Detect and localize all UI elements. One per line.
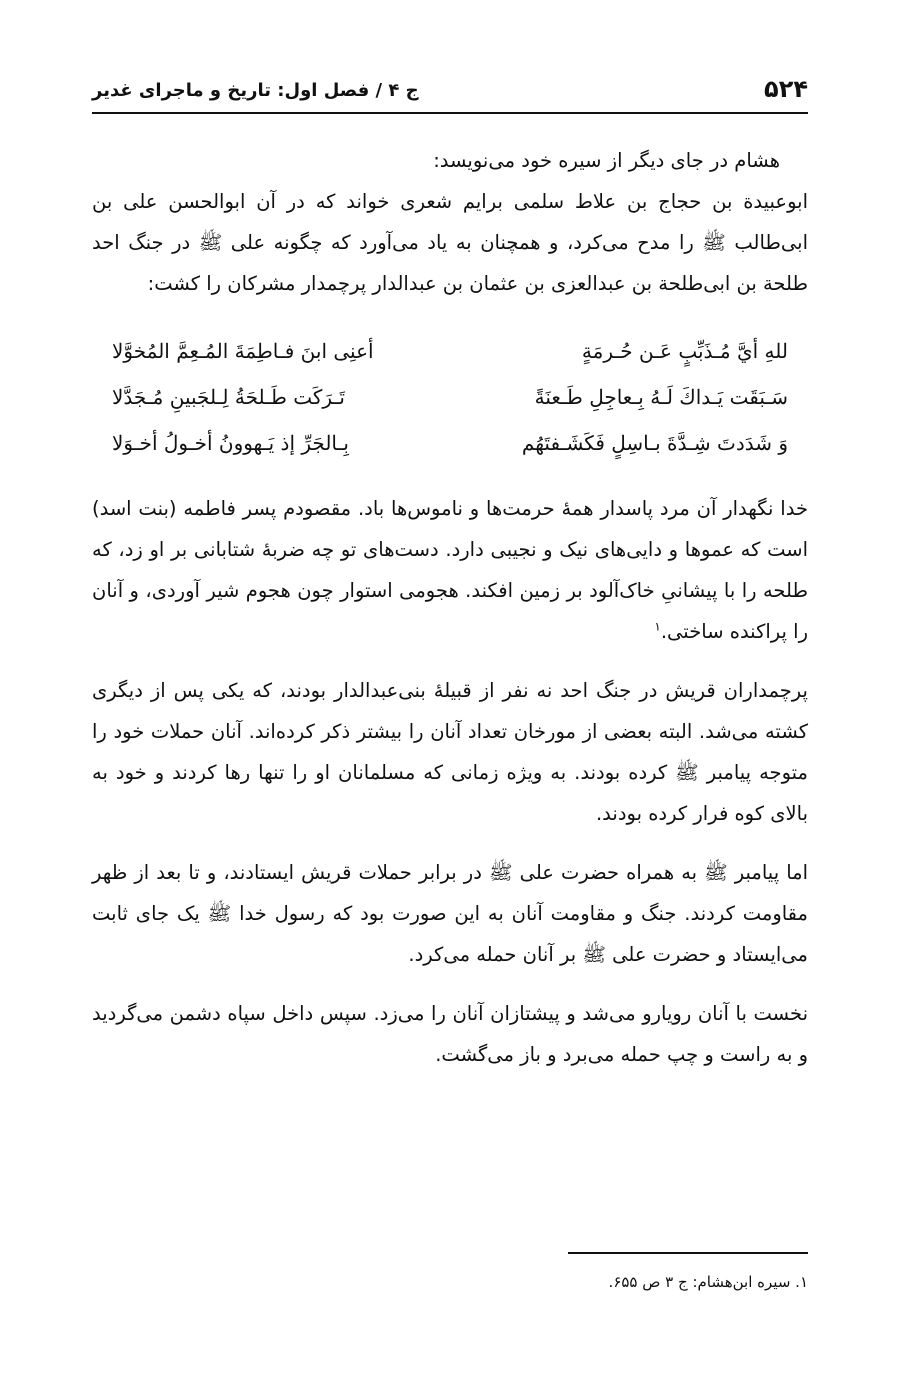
poem-hemistich-second: أعنِی ابنَ فـاطِمَةَ المُـعِمَّ المُخوَّلا [112, 339, 374, 363]
poem-hemistich-first: سَـبَقَت يَـداكَ لَـهُ بِـعاجِلِ طَـعنَةً [534, 385, 788, 409]
poem-verse [112, 420, 788, 466]
footnote-divider [568, 1252, 808, 1254]
poem-verse [112, 328, 788, 374]
paragraph-narration: ابوعبیدة بن حجاج بن علاط سلمی برایم شعری خواند که در آن ابوالحسن علی بن ابی‌طالب ﷺ را مدح می‌کرد، و همچنان به یاد می‌آورد که چگونه علی ﷺ در جنگ احد طلحة بن ابی‌طلحة بن عبدالعزی بن عثمان بن عبدالدار پرچمدار مشرکان را کشت: [92, 190, 808, 295]
poem-hemistich-second: بِـالجَرِّ إذ يَـهوونُ أخـولُ أخـوَلا [112, 431, 349, 455]
paragraph-intro: هشام در جای دیگر از سیره خود می‌نویسد: [433, 149, 780, 172]
body-text [92, 140, 808, 1075]
footnote: ۱. سیره ابن‌هشام: ج ۳ ص ۶۵۵. [608, 1273, 808, 1291]
poem [112, 328, 788, 466]
paragraph-resistance: اما پیامبر ﷺ به همراه حضرت علی ﷺ در برابر حملات قریش ایستادند، و تا بعد از ظهر مقاومت کردند. جنگ و مقاومت آنان به این صورت بود که رسول خدا ﷺ یک جای ثابت می‌ایستاد و حضرت علی ﷺ بر آنان حمله می‌کرد. [92, 861, 808, 966]
footnote-reference[interactable]: ۱ [654, 619, 661, 634]
page-header [92, 72, 808, 114]
paragraph-standard-bearers: پرچمداران قریش در جنگ احد نه نفر از قبیلهٔ بنی‌عبدالدار بودند، که یکی پس از دیگری کشته می‌شد. البته بعضی از مورخان تعداد آنان را بیشتر ذکر کرده‌اند. آنان حملات خود را متوجه پیامبر ﷺ کرده بودند. به ویژه زمانی که مسلمانان او را تنها رها کردند و خود به بالای کوه فرار کرده بودند. [92, 679, 808, 825]
paragraph-attack: نخست با آنان رویارو می‌شد و پیشتازان آنان را می‌زد. سپس داخل سپاه دشمن می‌گردید و به راست و چپ حمله می‌برد و باز می‌گشت. [92, 1002, 808, 1066]
poem-hemistich-first: وَ شَدَدتَ شِـدَّةَ بـاسِلٍ فَكَشَـفتَهُم [521, 431, 788, 455]
poem-hemistich-second: تَـرَكَت طَـلحَةُ لِـلجَبينِ مُـجَدَّلا [112, 385, 345, 409]
poem-verse [112, 374, 788, 420]
poem-hemistich-first: للهِ أيَّ مُـذَبِّبٍ عَـن حُـرمَةٍ [581, 339, 788, 363]
running-title: ج ۴ / فصل اول: تاریخ و ماجرای غدیر [92, 80, 419, 101]
paragraph-translation [92, 488, 808, 652]
translation-text: خدا نگهدار آن مرد پاسدار همهٔ حرمت‌ها و ناموس‌ها باد. مقصودم پسر فاطمه (بنت اسد) است که عموها و دایی‌های نیک و نجیبی دارد. دست‌های تو چه ضربهٔ شتابانی بر او زد، که طلحه را با پیشانیِ خاک‌آلود بر زمین افکند. هجومی استوار چون هجوم شیر آوردی، و آنان را پراکنده ساختی. [92, 497, 808, 643]
page-number: ۵۲۴ [764, 75, 808, 103]
